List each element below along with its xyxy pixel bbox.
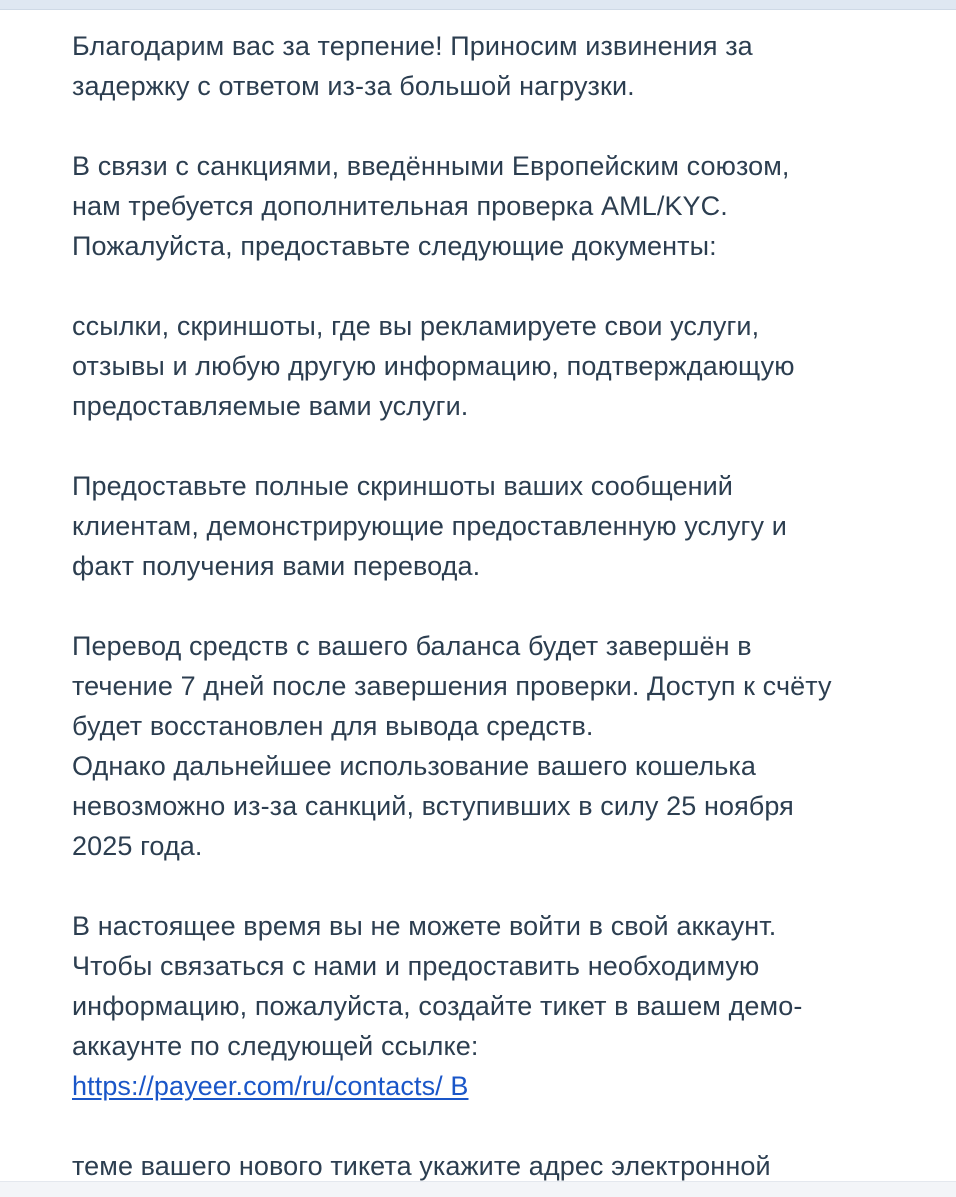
message-line: информацию, пожалуйста, создайте тикет в вашем демо- xyxy=(72,991,803,1021)
message-body xyxy=(72,26,932,1186)
message-line: отзывы и любую другую информацию, подтверждающую xyxy=(72,351,795,381)
message-line: Предоставьте полные скриншоты ваших сообщений xyxy=(72,471,733,501)
message-line: В связи с санкциями, введёнными Европейским союзом, xyxy=(72,151,790,181)
message-line: предоставляемые вами услуги. xyxy=(72,391,469,421)
contacts-link[interactable]: https://payeer.com/ru/contacts/ В xyxy=(72,1071,469,1101)
message-line: задержку с ответом из-за большой нагрузки. xyxy=(72,71,635,101)
message-line: ссылки, скриншоты, где вы рекламируете свои услуги, xyxy=(72,311,760,341)
paragraph-spacer xyxy=(72,266,932,306)
paragraph-spacer xyxy=(72,1106,932,1146)
message-line: 2025 года. xyxy=(72,831,203,861)
message-line: факт получения вами перевода. xyxy=(72,551,481,581)
message-line: аккаунте по следующей ссылке: xyxy=(72,1031,479,1061)
message-line: клиентам, демонстрирующие предоставленную услугу и xyxy=(72,511,787,541)
message-line: Благодарим вас за терпение! Приносим извинения за xyxy=(72,31,753,61)
message-line: теме вашего нового тикета укажите адрес электронной xyxy=(72,1151,771,1181)
message-line: течение 7 дней после завершения проверки. Доступ к счёту xyxy=(72,671,832,701)
message-line: Перевод средств с вашего баланса будет завершён в xyxy=(72,631,752,661)
message-line: Чтобы связаться с нами и предоставить необходимую xyxy=(72,951,760,981)
message-line: невозможно из-за санкций, вступивших в силу 25 ноября xyxy=(72,791,794,821)
paragraph-spacer xyxy=(72,106,932,146)
paragraph-spacer xyxy=(72,866,932,906)
message-line: нам требуется дополнительная проверка AML/KYC. xyxy=(72,191,728,221)
contact-line xyxy=(72,1066,932,1106)
message-line: Пожалуйста, предоставьте следующие документы: xyxy=(72,231,717,261)
message-line: В настоящее время вы не можете войти в свой аккаунт. xyxy=(72,911,777,941)
message-line: Однако дальнейшее использование вашего кошелька xyxy=(72,751,756,781)
message-line: будет восстановлен для вывода средств. xyxy=(72,711,594,741)
paragraph-spacer xyxy=(72,586,932,626)
paragraph-spacer xyxy=(72,426,932,466)
top-bar xyxy=(0,0,956,10)
bottom-edge-bar xyxy=(0,1181,956,1197)
